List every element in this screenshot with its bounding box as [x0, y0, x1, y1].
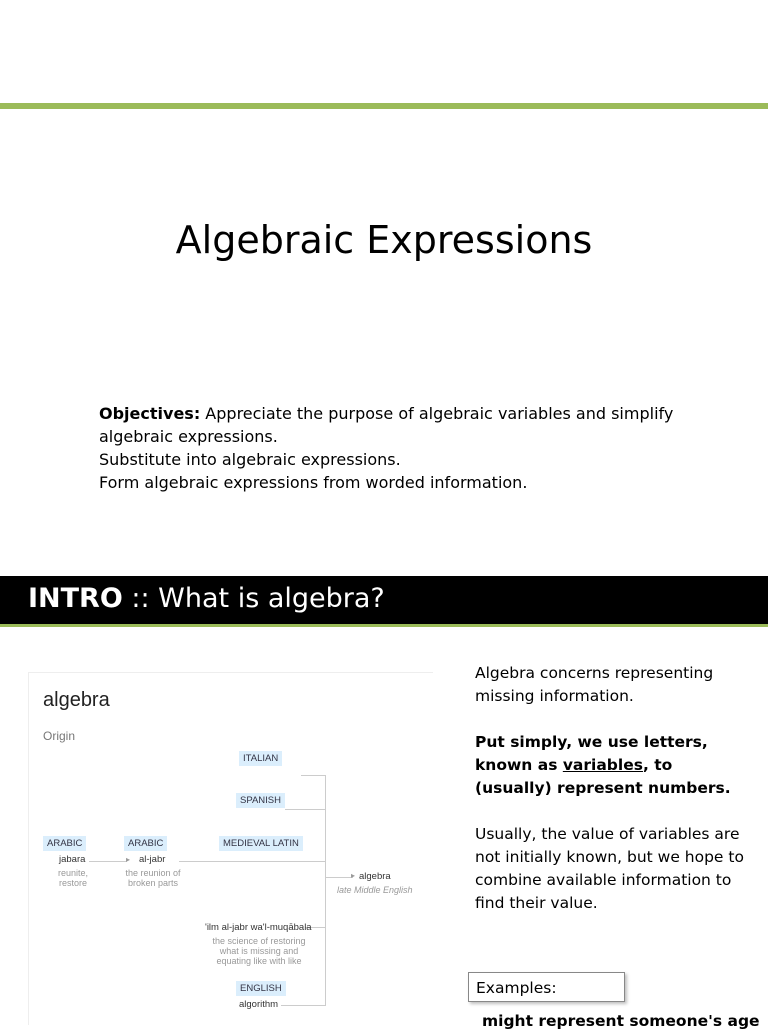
gloss-line: reunite,	[57, 868, 89, 878]
objectives-text-1: Appreciate the purpose of algebraic variables and simplify algebraic expressions.	[99, 404, 674, 446]
lang-tag-medieval-latin: MEDIEVAL LATIN	[219, 836, 303, 851]
lang-tag-spanish: SPANISH	[236, 793, 285, 808]
objectives-line-1	[99, 402, 679, 448]
top-accent-rule	[0, 103, 768, 109]
lang-tag-arabic: ARABIC	[124, 836, 167, 851]
lang-tag-italian: ITALIAN	[239, 751, 282, 766]
intro-paragraph-2-b: , to (usually) represent numbers.	[475, 756, 731, 797]
term-phrase: 'ilm al-jabr wa'l-muqābala	[205, 922, 312, 933]
connector-line	[301, 775, 326, 776]
objectives-line-3: Form algebraic expressions from worded information.	[99, 473, 528, 492]
intro-paragraph-1: Algebra concerns representing missing information.	[475, 664, 714, 705]
intro-paragraph-3: Usually, the value of variables are not initially known, but we hope to combine available information to find their value.	[475, 825, 744, 912]
gloss-jabara	[49, 868, 97, 888]
gloss-al-jabr	[121, 868, 185, 888]
term-jabara: jabara	[59, 854, 86, 865]
term-algebra: algebra	[359, 871, 391, 882]
variables-term: variables	[562, 756, 643, 774]
intro-paragraph-2	[475, 731, 745, 800]
examples-box: Examples:	[468, 972, 625, 1002]
gloss-line: the science of restoring	[212, 936, 306, 946]
objectives-label: Objectives:	[99, 404, 201, 423]
gloss-line: what is missing and	[219, 946, 299, 956]
etymology-card	[28, 672, 433, 1025]
intro-title	[28, 583, 385, 614]
objectives-line-2: Substitute into algebraic expressions.	[99, 450, 401, 469]
gloss-line: broken parts	[127, 878, 179, 888]
objectives-block	[99, 402, 679, 494]
gloss-line: the reunion of	[125, 868, 181, 878]
intro-paragraph-2-a: Put simply, we use letters, known as	[475, 733, 708, 774]
gloss-algebra: late Middle English	[337, 885, 413, 895]
term-algorithm: algorithm	[239, 999, 279, 1010]
example-cutoff-text: might represent someone's age	[482, 1012, 760, 1030]
arrow-icon: ▸	[351, 871, 356, 880]
intro-title-rest: :: What is algebra?	[122, 583, 385, 614]
connector-line	[326, 877, 353, 878]
connector-line	[281, 1005, 326, 1006]
etymology-word: algebra	[43, 689, 110, 711]
term-al-jabr: al-jabr	[139, 854, 166, 865]
slide-title: Algebraic Expressions	[175, 218, 593, 262]
intro-text	[475, 662, 745, 938]
connector-line	[179, 861, 325, 862]
gloss-phrase	[207, 936, 311, 966]
arrow-icon: ▸	[126, 855, 131, 864]
connector-line	[325, 775, 326, 1005]
intro-accent-rule	[0, 624, 768, 627]
etymology-origin-label: Origin	[43, 729, 76, 743]
gloss-line: equating like with like	[216, 956, 302, 966]
lang-tag-english: ENGLISH	[236, 981, 286, 996]
connector-line	[285, 809, 326, 810]
intro-title-bold: INTRO	[28, 583, 123, 614]
lang-tag-arabic: ARABIC	[43, 836, 86, 851]
connector-line	[89, 861, 127, 862]
gloss-line: restore	[58, 878, 87, 888]
